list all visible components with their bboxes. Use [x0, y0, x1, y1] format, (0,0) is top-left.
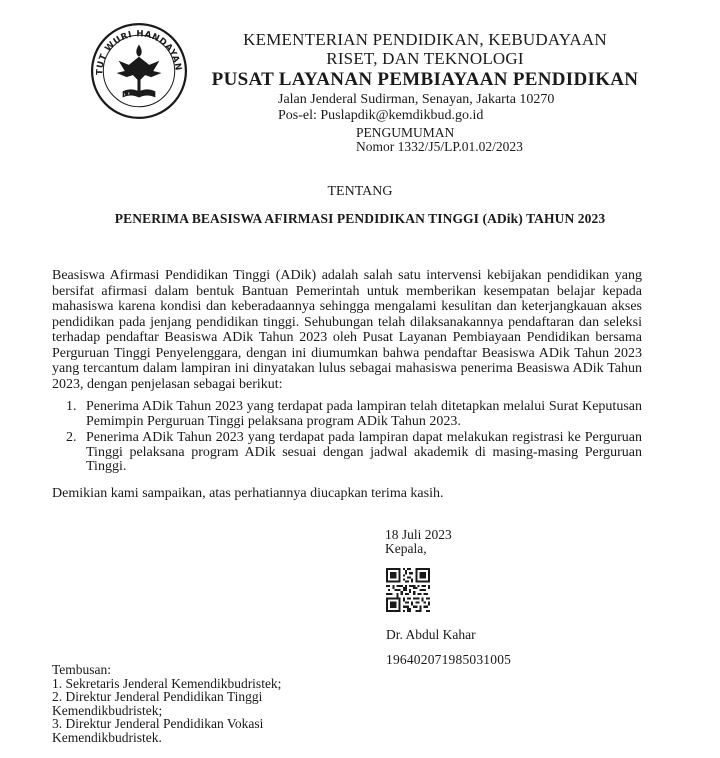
announcement-subject: PENERIMA BEASISWA AFIRMASI PENDIDIKAN TINGGI (ADik) TAHUN 2023: [114, 211, 606, 226]
list-item-number: 1.: [66, 399, 77, 414]
letterhead: [195, 30, 655, 92]
points-list: [66, 400, 642, 477]
list-item-text: Penerima ADik Tahun 2023 yang terdapat pada lampiran dapat melakukan registrasi ke Perguruan Tinggi pelaksana program ADik sesuai dengan jadwal akademik di masing-masing Perguruan Tinggi.: [86, 430, 642, 474]
announcement-number: Nomor 1332/J5/LP.01.02/2023: [356, 139, 523, 154]
ministry-name-line2: RISET, DAN TEKNOLOGI: [326, 49, 524, 68]
announcement-header: [356, 126, 523, 154]
list-item: [66, 400, 642, 429]
office-address: [278, 92, 554, 124]
ministry-name-line1: KEMENTERIAN PENDIDIKAN, KEBUDAYAAN: [243, 30, 607, 49]
svg-text:TUT WURI HANDAYANI: TUT WURI HANDAYAN: [95, 29, 183, 76]
closing-sentence: Demikian kami sampaikan, atas perhatiannya diucapkan terima kasih.: [52, 486, 444, 501]
tut-wuri-handayani-logo: [88, 20, 190, 122]
office-name: PUSAT LAYANAN PEMBIAYAAN PENDIDIKAN: [211, 69, 639, 90]
list-item: [66, 431, 642, 475]
list-item-text: Penerima ADik Tahun 2023 yang terdapat pada lampiran telah ditetapkan melalui Surat Keputusan Pemimpin Perguruan Tinggi pelaksana program ADik Tahun 2023.: [86, 399, 642, 429]
signer-name: Dr. Abdul Kahar: [386, 627, 476, 642]
signature-block: [385, 528, 452, 556]
email-line: Pos-el: Puslapdik@kemdikbud.go.id: [278, 108, 484, 123]
tembusan-line: Kemendikbudristek.: [52, 729, 162, 745]
signature-title: Kepala,: [385, 541, 427, 556]
tembusan-line: 1. Sekretaris Jenderal Kemendikbudristek;: [52, 675, 282, 691]
tembusan-line: 3. Direktur Jenderal Pendidikan Vokasi: [52, 716, 264, 731]
tembusan-block: [52, 663, 281, 744]
qr-code-icon: [386, 568, 430, 612]
body-paragraph: Beasiswa Afirmasi Pendidikan Tinggi (ADik) adalah salah satu intervensi kebijakan pendidikan yang bersifat afirmasi dalam bentuk Bantuan Pemerintah untuk memberikan kesempatan belajar kepada mahasiswa karena kondisi dan keberadaannya sehingga mengalami kesulitan dan keterjangkauan akses pendidikan pada jenjang pendidikan tinggi. Sehubungan telah dilaksanakannya pendaftaran dan seleksi terhadap pendaftar Beasiswa ADik Tahun 2023 oleh Pusat Layanan Pembiayaan Pendidikan bersama Perguruan Tinggi Penyelenggara, dengan ini diumumkan bahwa pendaftar Beasiswa ADik Tahun 2023 yang tercantum dalam lampiran ini dinyatakan lulus sebagai mahasiswa penerima Beasiswa ADik Tahun 2023, dengan penjelasan sebagai berikut:: [52, 268, 642, 392]
list-item-number: 2.: [66, 430, 77, 445]
address-line: Jalan Jenderal Sudirman, Senayan, Jakarta 10270: [278, 92, 555, 107]
signature-date: 18 Juli 2023: [385, 527, 452, 542]
tembusan-line: 2. Direktur Jenderal Pendidikan Tinggi: [52, 689, 263, 704]
announcement-label: PENGUMUMAN: [356, 125, 455, 140]
tentang-heading: TENTANG: [327, 184, 393, 199]
tembusan-line: Kemendikbudristek;: [52, 702, 163, 718]
signer-nip: 196402071985031005: [386, 652, 512, 667]
tembusan-label: Tembusan:: [52, 662, 112, 677]
